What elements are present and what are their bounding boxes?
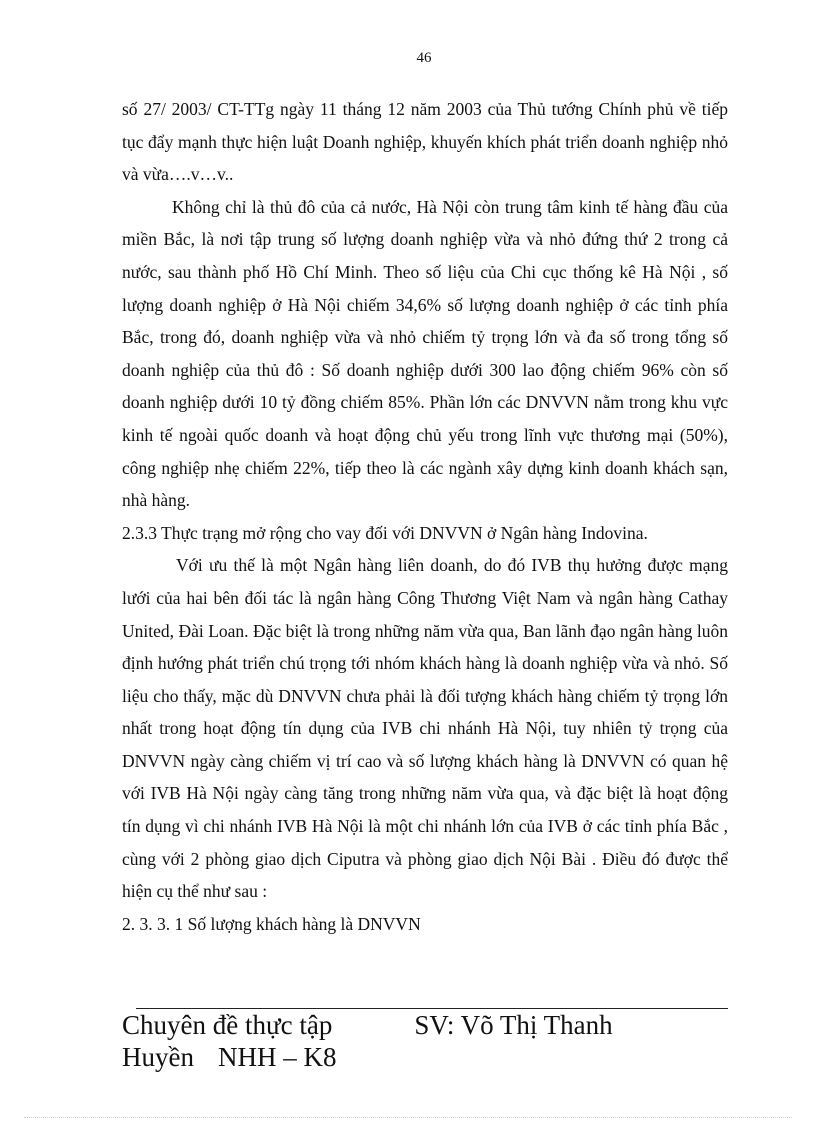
- page-bottom-border: [24, 1117, 792, 1118]
- page-number: 46: [416, 50, 432, 66]
- section-heading-2-3-3: 2.3.3 Thực trạng mở rộng cho vay đối với DNVVN ở Ngân hàng Indovina.: [122, 522, 648, 543]
- footer-line-2: [122, 1041, 742, 1073]
- paragraph-continuation: số 27/ 2003/ CT-TTg ngày 11 tháng 12 năm 2003 của Thủ tướng Chính phủ về tiếp tục đẩy mạnh thực hiện luật Doanh nghiệp, khuyến khích phát triển doanh nghiệp nhỏ và vừa….v…v..: [122, 99, 728, 185]
- footer-class: NHH – K8: [217, 1042, 337, 1072]
- section-heading-2-3-3-1: 2. 3. 3. 1 Số lượng khách hàng là DNVVN: [122, 913, 421, 934]
- footer-student-name-end: Huyền: [122, 1042, 194, 1072]
- footer-line-1: [122, 1009, 742, 1041]
- paragraph-ivb-lending: Với ưu thế là một Ngân hàng liên doanh, do đó IVB thụ hưởng được mạng lưới của hai bên đối tác là ngân hàng Công Thương Việt Nam và ngân hàng Cathay United, Đài Loan. Đặc biệt là trong những năm vừa qua, Ban lãnh đạo ngân hàng luôn định hướng phát triển chú trọng tới nhóm khách hàng là doanh nghiệp vừa và nhỏ. Số liệu cho thấy, mặc dù DNVVN chưa phải là đối tượng khách hàng chiếm tỷ trọng lớn nhất trong hoạt động tín dụng của IVB chi nhánh Hà Nội, tuy nhiên tỷ trọng của DNVVN ngày càng chiếm vị trí cao và số lượng khách hàng là DNVVN có quan hệ với IVB Hà Nội ngày càng tăng trong những năm vừa qua, và đặc biệt là hoạt động tín dụng vì chi nhánh IVB Hà Nội là một chi nhánh lớn của IVB ở các tỉnh phía Bắc , cùng với 2 phòng giao dịch Ciputra và phòng giao dịch Nội Bài . Điều đó được thể hiện cụ thể như sau :: [122, 555, 728, 902]
- paragraph-hanoi-sme-overview: Không chỉ là thủ đô của cả nước, Hà Nội còn trung tâm kinh tế hàng đầu của miền Bắc, là nơi tập trung số lượng doanh nghiệp vừa và nhỏ đứng thứ 2 trong cả nước, sau thành phố Hồ Chí Minh. Theo số liệu của Chi cục thống kê Hà Nội , số lượng doanh nghiệp ở Hà Nội chiếm 34,6% số lượng doanh nghiệp ở các tỉnh phía Bắc, trong đó, doanh nghiệp vừa và nhỏ chiếm tỷ trọng lớn và đa số trong tổng số doanh nghiệp của thủ đô : Số doanh nghiệp dưới 300 lao động chiếm 96% còn số doanh nghiệp dưới 10 tỷ đồng chiếm 85%. Phần lớn các DNVVN nằm trong khu vực kinh tế ngoài quốc doanh và hoạt động chủ yếu trong lĩnh vực thương mại (50%), công nghiệp nhẹ chiếm 22%, tiếp theo là các ngành xây dựng kinh doanh khách sạn, nhà hàng.: [122, 196, 728, 511]
- footer-student-name: SV: Võ Thị Thanh: [414, 1010, 613, 1040]
- document-body: [122, 93, 728, 940]
- footer-topic: Chuyên đề thực tập: [122, 1010, 333, 1040]
- page-footer: [122, 1009, 742, 1073]
